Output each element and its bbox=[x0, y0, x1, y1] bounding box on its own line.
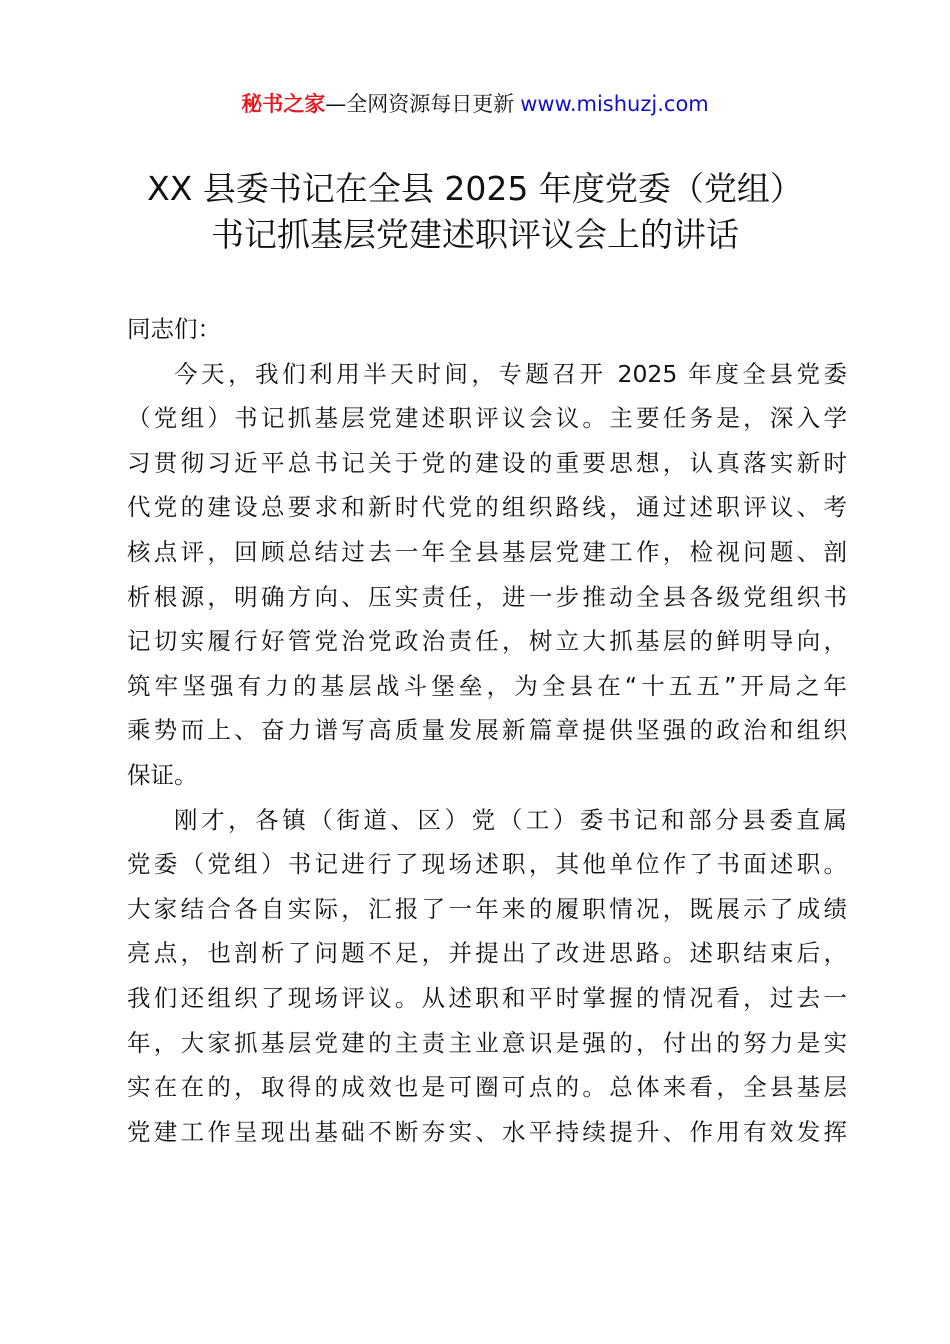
paragraph bbox=[127, 352, 847, 798]
site-header bbox=[0, 88, 950, 120]
paragraph-line: 保证。 bbox=[127, 760, 198, 789]
paragraph-line: 记切实履行好管党治党政治责任，树立大抓基层的鲜明导向， bbox=[127, 627, 847, 656]
paragraph-line: 党委（党组）书记进行了现场述职，其他单位作了书面述职。 bbox=[127, 850, 847, 879]
paragraph-line: 筑牢坚强有力的基层战斗堡垒，为全县在“十五五”开局之年 bbox=[127, 671, 847, 700]
paragraph-line: 析根源，明确方向、压实责任，进一步推动全县各级党组织书 bbox=[127, 582, 847, 611]
document-title bbox=[0, 166, 950, 258]
paragraph-line: 党建工作呈现出基础不断夯实、水平持续提升、作用有效发挥 bbox=[127, 1117, 847, 1146]
title-line: 书记抓基层党建述职评议会上的讲话 bbox=[211, 215, 739, 254]
paragraph-line: 我们还组织了现场评议。从述职和平时掌握的情况看，过去一 bbox=[127, 983, 847, 1012]
paragraph-line: 年，大家抓基层党建的主责主业意识是强的，付出的努力是实 bbox=[127, 1028, 847, 1057]
paragraph-line: 核点评，回顾总结过去一年全县基层党建工作，检视问题、剖 bbox=[127, 537, 847, 566]
title-line: XX 县委书记在全县 2025 年度党委（党组） bbox=[147, 169, 803, 208]
paragraph-line: 亮点，也剖析了问题不足，并提出了改进思路。述职结束后， bbox=[127, 939, 847, 968]
header-slogan: —全网资源每日更新 bbox=[325, 92, 515, 116]
document-body bbox=[127, 307, 847, 1154]
paragraph-line: 习贯彻习近平总书记关于党的建设的重要思想，认真落实新时 bbox=[127, 448, 847, 477]
salutation: 同志们： bbox=[127, 315, 221, 343]
paragraph-line: 今天，我们利用半天时间，专题召开 2025 年度全县党委 bbox=[174, 359, 847, 388]
paragraph-line: 实在在的，取得的成效也是可圈可点的。总体来看，全县基层 bbox=[127, 1073, 847, 1102]
paragraph-line: 代党的建设总要求和新时代党的组织路线，通过述职评议、考 bbox=[127, 493, 847, 522]
site-url-link[interactable]: www.mishuzj.com bbox=[520, 92, 709, 116]
paragraph-line: 大家结合各自实际，汇报了一年来的履职情况，既展示了成绩 bbox=[127, 894, 847, 923]
paragraph-line: 乘势而上、奋力谱写高质量发展新篇章提供坚强的政治和组织 bbox=[127, 716, 847, 745]
paragraph bbox=[127, 798, 847, 1155]
brand-name: 秘书之家 bbox=[241, 92, 326, 116]
paragraph-line: （党组）书记抓基层党建述职评议会议。主要任务是，深入学 bbox=[127, 404, 847, 433]
paragraph-line: 刚才，各镇（街道、区）党（工）委书记和部分县委直属 bbox=[174, 805, 847, 834]
